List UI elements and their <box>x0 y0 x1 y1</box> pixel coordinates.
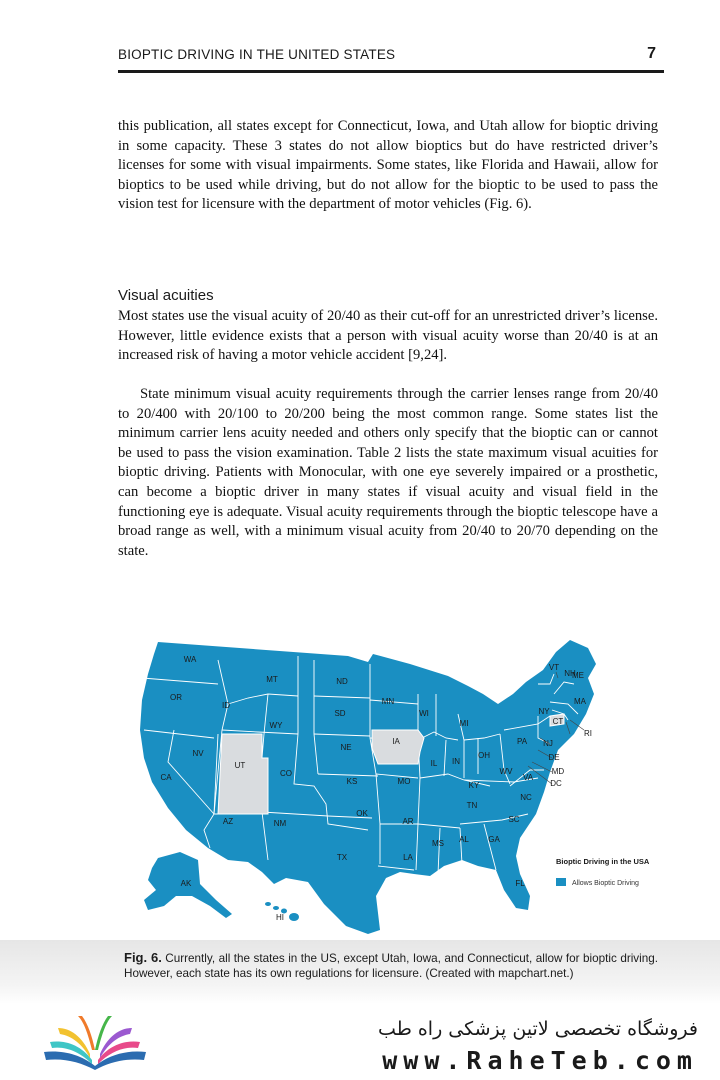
figure-caption-label: Fig. 6. <box>124 950 162 965</box>
state-label-vt: VT <box>548 663 560 672</box>
state-label-ms: MS <box>432 839 444 848</box>
state-label-ar: AR <box>402 817 414 826</box>
paragraph-2-text: Most states use the visual acuity of 20/40 as their cut-off for an unrestricted driver’s license. However, little evidence exists that a person with visual acuity worse than 20/40 is at an increased risk of having a motor vehicle accident [9,24]. <box>118 308 658 364</box>
state-label-in: IN <box>452 757 460 766</box>
us-map-figure <box>118 634 664 942</box>
state-label-mn: MN <box>381 697 395 706</box>
state-label-ca: CA <box>160 773 172 782</box>
state-label-ut: UT <box>234 761 246 770</box>
open-book-logo-icon <box>40 1014 150 1070</box>
state-label-fl: FL <box>515 879 525 888</box>
legend-label-allows: Allows Bioptic Driving <box>572 880 639 887</box>
paragraph-1-text: this publication, all states except for Connecticut, Iowa, and Utah allow for bioptic driving in some capacity. These 3 states do not allow bioptics but do have restricted driver’s licenses for some with visual impairments. Some states, like Florida and Hawaii, allow for bioptics to be used while driving, but do not allow for the bioptic to be used to pass the vision test for licensure with the department of motor vehicles (Fig. 6). <box>118 118 658 213</box>
legend-swatch-allows <box>556 878 566 886</box>
us-map <box>118 634 664 942</box>
state-label-wa: WA <box>183 655 197 664</box>
state-label-ak: AK <box>180 879 192 888</box>
state-label-mt: MT <box>266 675 278 684</box>
paragraph-1 <box>118 117 658 215</box>
state-label-sd: SD <box>334 709 346 718</box>
map-shape-contiguous-us <box>140 640 596 934</box>
state-label-wi: WI <box>419 709 429 718</box>
state-label-nj: NJ <box>543 739 553 748</box>
map-shape-utah <box>218 734 268 814</box>
state-label-mi: MI <box>459 719 469 728</box>
store-name: فروشگاه تخصصی لاتین پزشکی راه طب <box>378 1018 698 1040</box>
state-label-la: LA <box>403 853 413 862</box>
section-heading: Visual acuities <box>118 287 214 304</box>
state-label-ct: CT <box>552 717 564 726</box>
state-label-de: DE <box>548 753 560 762</box>
running-title: BIOPTIC DRIVING IN THE UNITED STATES <box>118 47 396 62</box>
state-label-wv: WV <box>499 767 513 776</box>
state-label-md: MD <box>551 767 565 776</box>
paragraph-3-text: State minimum visual acuity requirements through the carrier lenses range from 20/40 to 20/400 with 20/100 to 20/200 being the most common range. Some states list the minimum carrier lens acuity needed and others only specify that the bioptic can or cannot be used to pass the vision examination. Table 2 lists the state maximum visual acuities for bioptic driving. Patients with Monocular, with one eye severely impaired or a prosthetic, can become a bioptic driver in many states if visual acuity and visual field in the functioning eye is adequate. Visual acuity requirements through the bioptic telescope have a broad range as well, with a minimum visual acuity from 20/40 to 20/70 depending on the state. <box>118 386 658 559</box>
state-label-ne: NE <box>340 743 352 752</box>
running-header <box>118 45 662 67</box>
figure-caption-text <box>124 950 658 981</box>
state-label-oh: OH <box>478 751 490 760</box>
publisher-footer <box>0 1004 720 1080</box>
state-label-ok: OK <box>356 809 368 818</box>
state-label-al: AL <box>459 835 469 844</box>
map-shape-hawaii-4 <box>289 913 299 921</box>
state-label-nv: NV <box>192 749 204 758</box>
state-label-id: ID <box>222 701 230 710</box>
state-label-tn: TN <box>466 801 478 810</box>
website-url: www.RaheTeb.com <box>382 1046 698 1075</box>
map-shape-hawaii-1 <box>265 902 271 906</box>
state-label-nc: NC <box>520 793 532 802</box>
state-label-co: CO <box>280 769 292 778</box>
state-label-wy: WY <box>269 721 283 730</box>
state-label-il: IL <box>430 759 438 768</box>
state-label-tx: TX <box>336 853 348 862</box>
page-number: 7 <box>647 45 656 62</box>
state-label-az: AZ <box>222 817 234 826</box>
state-label-sc: SC <box>508 815 520 824</box>
legend-title: Bioptic Driving in the USA <box>556 857 650 866</box>
figure-caption <box>0 940 720 1004</box>
state-label-va: VA <box>522 773 534 782</box>
state-label-ny: NY <box>538 707 550 716</box>
state-label-dc: DC <box>550 779 562 788</box>
state-label-or: OR <box>170 693 182 702</box>
state-label-ia: IA <box>392 737 400 746</box>
state-label-ks: KS <box>346 777 358 786</box>
state-label-hi: HI <box>276 913 284 922</box>
state-label-mo: MO <box>397 777 411 786</box>
paragraph-2 <box>118 307 658 366</box>
paragraph-3 <box>118 385 658 561</box>
state-label-pa: PA <box>516 737 528 746</box>
figure-caption-body: Currently, all the states in the US, except Utah, Iowa, and Connecticut, allow for bioptic driving. However, each state has its own regulations for licensure. (Created with mapchart.net.) <box>124 952 658 981</box>
state-label-nd: ND <box>336 677 348 686</box>
map-shape-iowa <box>372 730 424 764</box>
state-label-ri: RI <box>584 729 592 738</box>
state-label-ky: KY <box>468 781 480 790</box>
state-label-nh: NH <box>564 669 576 678</box>
header-rule <box>118 70 664 73</box>
state-label-ma: MA <box>574 697 586 706</box>
state-label-ga: GA <box>488 835 500 844</box>
state-label-me: ME <box>572 671 584 680</box>
state-label-nm: NM <box>273 819 287 828</box>
map-shape-hawaii-2 <box>273 906 279 910</box>
